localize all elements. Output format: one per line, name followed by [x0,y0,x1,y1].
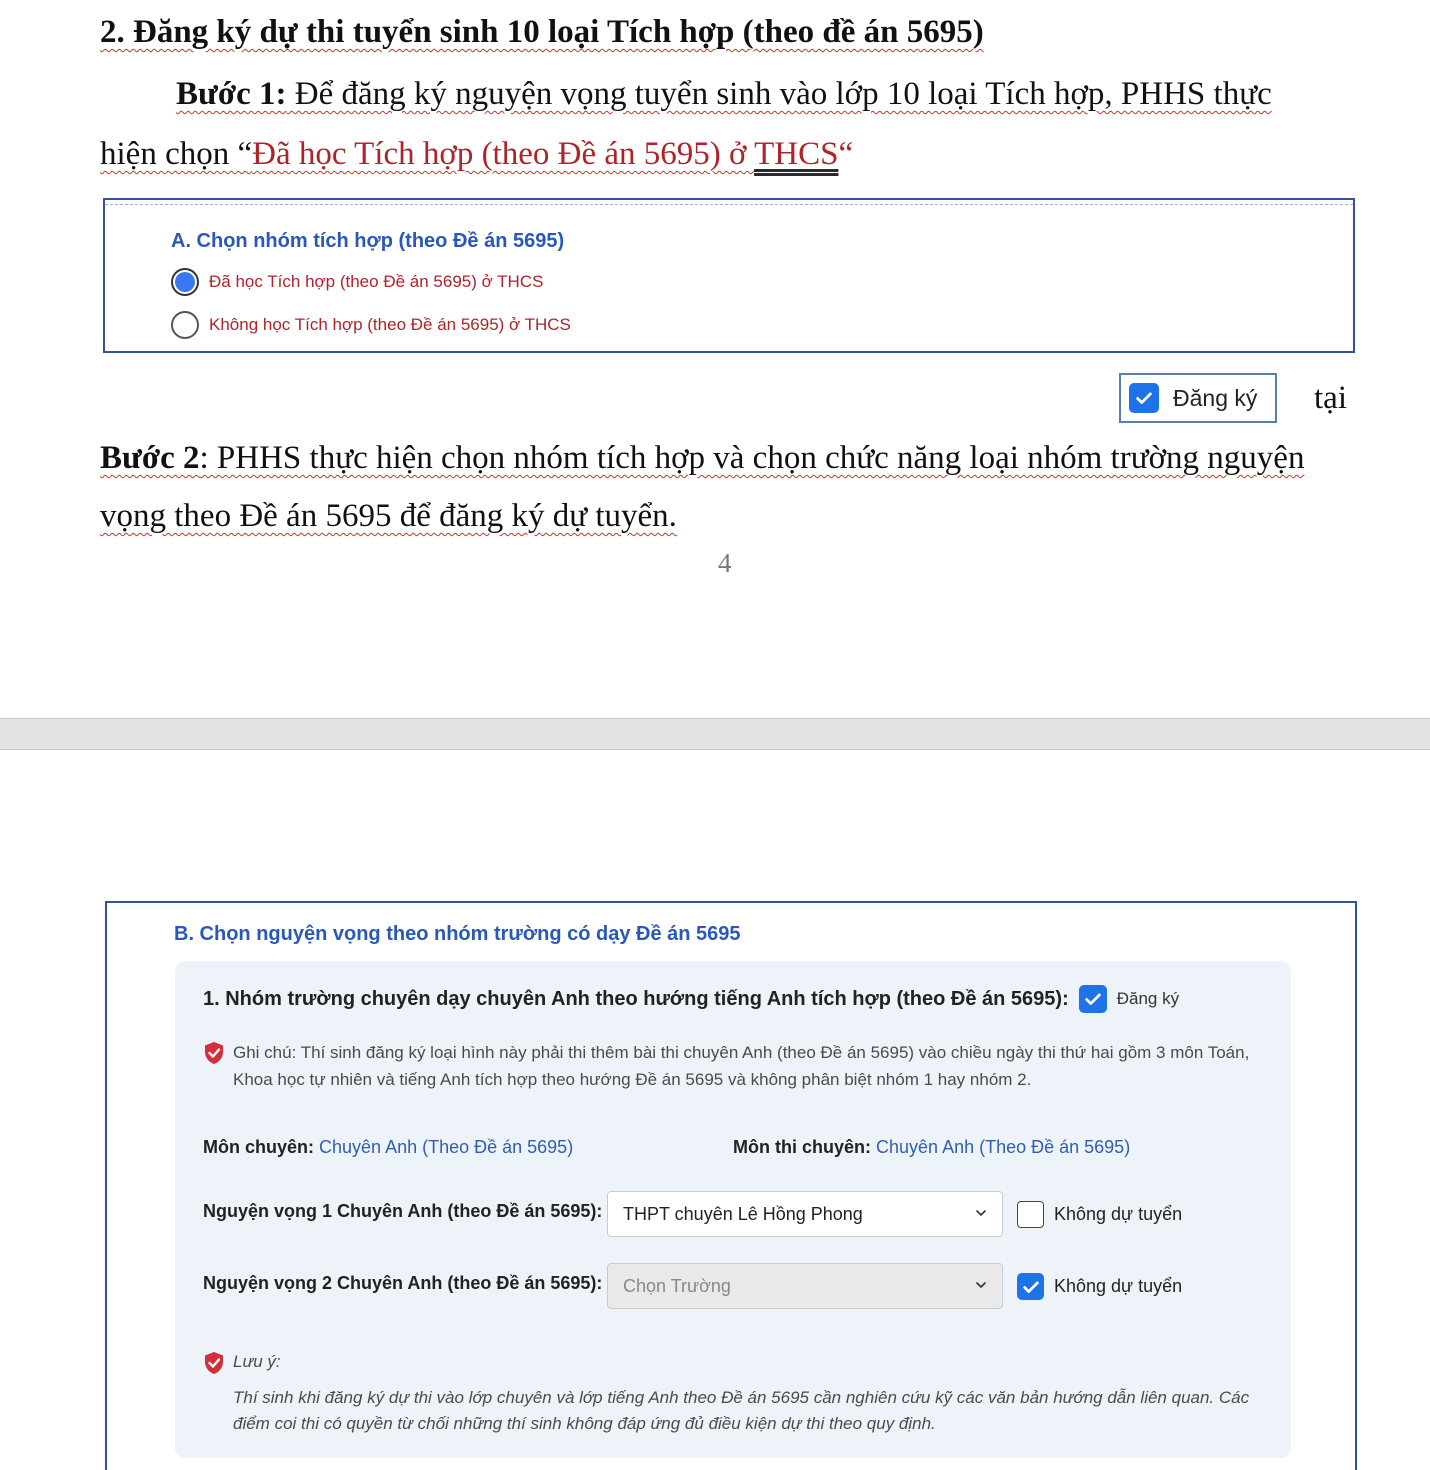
page-break [0,718,1430,750]
checkbox-empty-icon[interactable] [1017,1201,1044,1228]
step2-text: : PHHS thực hiện chọn nhóm tích hợp và chọn chức năng loại nhóm trường nguyện [199,440,1305,476]
section-b-title: B. Chọn nguyện vọng theo nhóm trường có dạy Đề án 5695 [174,923,741,945]
page-number: 4 [718,548,732,578]
shield-check-icon [203,1041,225,1065]
luu-y-block [203,1349,1273,1437]
group1-register-checkbox-icon[interactable] [1079,985,1107,1013]
step1-line2 [100,136,853,173]
luu-y-text: Thí sinh khi đăng ký dự thi vào lớp chuyên và lớp tiếng Anh theo Đề án 5695 cần nghiên cứu kỹ các văn bản hướng dẫn liên quan. Các điểm coi thi có quyền từ chối những thí sinh không đáp ứng đủ điều kiện dự thi theo quy định. [233,1388,1250,1433]
nv2-khong-du-tuyen[interactable] [1017,1273,1182,1300]
radio-khong-hoc-label: Không học Tích hợp (theo Đề án 5695) ở THCS [209,315,571,334]
nv1-label: Nguyện vọng 1 Chuyên Anh (theo Đề án 5695): [203,1201,603,1221]
step1-line2-prefix: hiện chọn “ [100,136,253,172]
shield-check-icon [203,1351,225,1375]
mon-chuyen-value: Chuyên Anh (Theo Đề án 5695) [319,1137,574,1157]
register-checkbox-button[interactable] [1119,373,1277,423]
radio-empty-icon[interactable] [171,311,199,339]
nv1-school-select[interactable] [607,1191,1003,1237]
step1-line2-thcs: THCS [754,136,839,172]
step2-line1 [100,440,1304,477]
nv2-school-select[interactable] [607,1263,1003,1309]
step1-line2-quote: Đã học Tích hợp (theo Đề án 5695) ở [252,136,755,172]
mon-thi-label: Môn thi chuyên: [733,1137,871,1157]
section-a-title: A. Chọn nhóm tích hợp (theo Đề án 5695) [171,230,565,252]
luu-y-title: Lưu ý: [233,1352,281,1371]
nv2-label: Nguyện vọng 2 Chuyên Anh (theo Đề án 5695): [203,1273,603,1293]
dashed-divider [105,204,1353,205]
section-b-screenshot [105,901,1357,1470]
checkbox-checked-icon[interactable] [1017,1273,1044,1300]
step1-line1 [176,76,1272,113]
step2-label: Bước 2 [100,440,200,476]
radio-da-hoc[interactable] [171,268,543,296]
heading-text: 2. Đăng ký dự thi tuyển sinh 10 loại Tích hợp (theo đề án 5695) [100,14,984,50]
group1-title: 1. Nhóm trường chuyên dạy chuyên Anh theo hướng tiếng Anh tích hợp (theo Đề án 5695): [203,987,1069,1010]
radio-khong-hoc[interactable] [171,311,571,339]
chevron-down-icon [974,1278,988,1292]
step1-line2-close: “ [838,136,854,172]
nv2-select-placeholder: Chọn Trường [623,1275,731,1296]
radio-selected-icon[interactable] [171,268,199,296]
mon-chuyen [203,1137,573,1158]
step2-line2 [100,498,677,535]
mon-thi-value: Chuyên Anh (Theo Đề án 5695) [876,1137,1131,1157]
chevron-down-icon [974,1206,988,1220]
section-a-screenshot [103,198,1355,353]
tai-word: tại [1314,380,1347,416]
group1-register-label: Đăng ký [1116,989,1180,1008]
section-heading [100,14,984,51]
nv2-opt-label: Không dự tuyển [1054,1276,1183,1296]
note-text: Ghi chú: Thí sinh đăng ký loại hình này phải thi thêm bài thi chuyên Anh (theo Đề án 5695) vào chiều ngày thi thứ hai gồm 3 môn Toán, Khoa học tự nhiên và tiếng Anh tích hợp theo hướng Đề án 5695 và không phân biệt nhóm 1 hay nhóm 2. [233,1043,1250,1089]
checkbox-checked-icon[interactable] [1129,383,1159,413]
register-label: Đăng ký [1173,384,1258,411]
nv1-select-value: THPT chuyên Lê Hồng Phong [623,1203,863,1224]
nv1-opt-label: Không dự tuyển [1054,1204,1183,1224]
mon-thi-chuyen [733,1137,1130,1158]
mon-chuyen-label: Môn chuyên: [203,1137,314,1157]
note-block [203,1039,1273,1093]
step2-line2-text: vọng theo Đề án 5695 để đăng ký dự tuyển. [100,498,677,534]
step1-label: Bước 1: [176,76,287,112]
step1-text: Để đăng ký nguyện vọng tuyển sinh vào lớp 10 loại Tích hợp, PHHS thực [286,76,1272,112]
group1-header [203,985,1179,1013]
group-panel [175,961,1291,1458]
nv1-khong-du-tuyen[interactable] [1017,1201,1182,1228]
radio-da-hoc-label: Đã học Tích hợp (theo Đề án 5695) ở THCS [209,272,544,291]
